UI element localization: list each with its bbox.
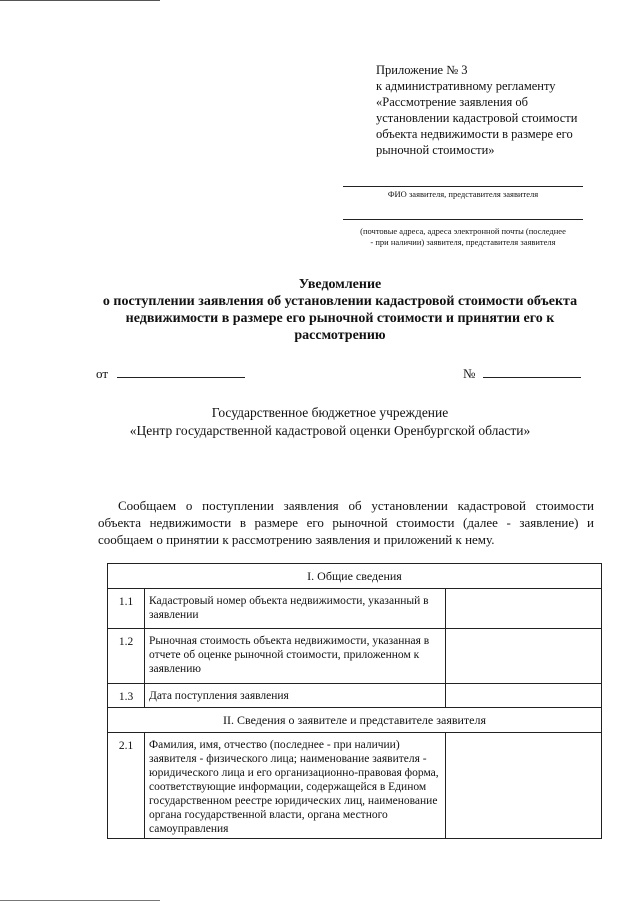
number-row	[463, 366, 581, 382]
table-section-row	[108, 708, 602, 733]
title-line: недвижимости в размере его рыночной стоимости и принятии его к	[125, 311, 555, 326]
scan-edge-top	[0, 0, 160, 1]
table-row	[108, 733, 602, 839]
row-value-cell[interactable]	[446, 733, 602, 839]
appendix-line: объекта недвижимости в размере его	[376, 127, 573, 141]
org-line: Государственное бюджетное учреждение	[211, 405, 449, 420]
notification-table	[107, 563, 602, 839]
row-value-cell[interactable]	[446, 629, 602, 684]
number-blank-field[interactable]	[483, 377, 581, 378]
row-number: 1.2	[108, 629, 145, 684]
appendix-line: к административному регламенту	[376, 79, 556, 93]
appendix-line: рыночной стоимости»	[376, 143, 495, 157]
fio-blank-line[interactable]	[343, 186, 583, 187]
document-title	[40, 276, 640, 344]
table-row	[108, 684, 602, 708]
org-line: «Центр государственной кадастровой оценки Оренбургской области»	[129, 423, 531, 438]
row-value-cell[interactable]	[446, 589, 602, 629]
fio-caption: ФИО заявителя, представителя заявителя	[387, 189, 539, 199]
section-header-general: I. Общие сведения	[108, 564, 602, 589]
row-number: 2.1	[108, 733, 145, 839]
address-caption-line: - при наличии) заявителя, представителя заявителя	[370, 237, 556, 247]
appendix-line: Приложение № 3	[376, 63, 468, 77]
number-label: №	[463, 366, 476, 381]
section-header-applicant: II. Сведения о заявителе и представителе заявителя	[108, 708, 602, 733]
address-blank-line[interactable]	[343, 219, 583, 220]
appendix-header	[376, 62, 606, 158]
scan-edge-bottom	[0, 900, 160, 901]
table-row	[108, 589, 602, 629]
row-number: 1.1	[108, 589, 145, 629]
from-row	[96, 366, 245, 382]
organization-block	[80, 404, 580, 440]
appendix-line: «Рассмотрение заявления об	[376, 95, 528, 109]
row-label: Кадастровый номер объекта недвижимости, указанный в заявлении	[145, 589, 446, 629]
row-label: Фамилия, имя, отчество (последнее - при наличии) заявителя - физического лица; наименование заявителя - юридического лица и его организационно-правовая форма, соответствующие информации, содержащейся в Едином государственном реестре юридических лиц, наименование органа государственной власти, органа местного самоуправления	[145, 733, 446, 839]
appendix-line: установлении кадастровой стоимости	[376, 111, 578, 125]
title-line: о поступлении заявления об установлении кадастровой стоимости объекта	[102, 294, 578, 309]
address-caption	[330, 226, 596, 248]
row-number: 1.3	[108, 684, 145, 708]
from-label: от	[96, 366, 109, 381]
notification-paragraph: Сообщаем о поступлении заявления об установлении кадастровой стоимости объекта недвижимости в размере его рыночной стоимости (далее - заявление) и сообщаем о принятии к рассмотрению заявления и приложений к нему.	[98, 498, 594, 547]
row-label: Дата поступления заявления	[145, 684, 446, 708]
address-caption-line: (почтовые адреса, адреса электронной почты (последнее	[360, 226, 566, 236]
table-section-row	[108, 564, 602, 589]
title-line: Уведомление	[298, 277, 382, 292]
title-line: рассмотрению	[294, 328, 386, 343]
date-blank-field[interactable]	[117, 377, 245, 378]
row-value-cell[interactable]	[446, 684, 602, 708]
row-label: Рыночная стоимость объекта недвижимости, указанная в отчете об оценке рыночной стоимости, приложенном к заявлению	[145, 629, 446, 684]
table-row	[108, 629, 602, 684]
